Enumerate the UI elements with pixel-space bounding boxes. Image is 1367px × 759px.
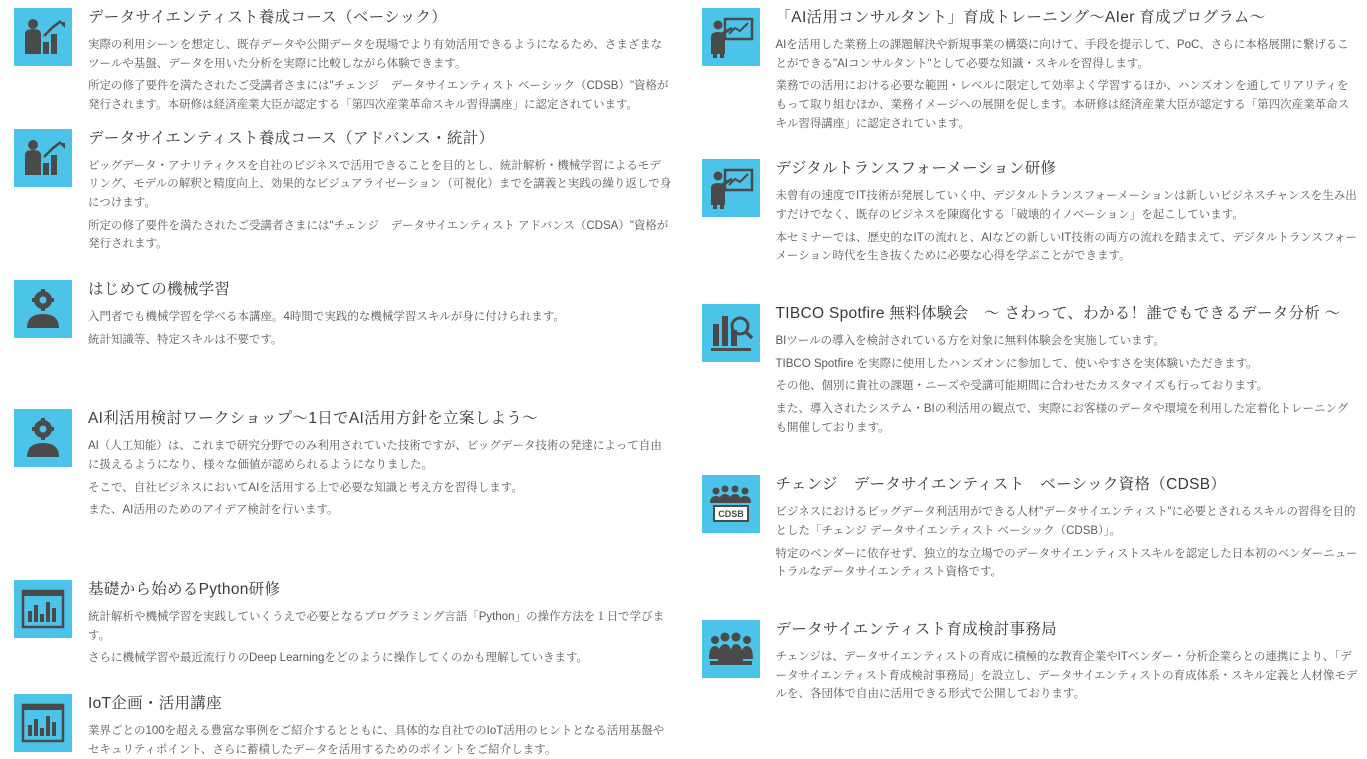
course-card[interactable]: [696, 300, 1360, 437]
course-body: [760, 471, 1360, 582]
course-title[interactable]: データサイエンティスト養成コース（ベーシック）: [88, 9, 448, 26]
person-growth-chart-icon: [14, 129, 72, 187]
course-title[interactable]: はじめての機械学習: [88, 280, 231, 298]
course-body: [760, 616, 1360, 704]
course-description: 入門者でも機械学習を学べる本講座。4時間で実践的な機械学習スキルが身に付けられます。: [88, 311, 565, 324]
course-body: [760, 4, 1360, 133]
course-description: 実際の利用シーンを想定し、既存データや公開データを現場でより有効活用できるようになるため、さまざまなツールや基盤、データを用いた分析を実際に比較しながら体験できます。: [88, 39, 663, 70]
left-course-column: [8, 4, 684, 754]
course-description: 業界ごとの100を超える豊富な事例をご紹介するとともに、具体的な自社でのIoT活用のヒントとなる活用基盤やセキュリティポイント、さらに蓄積したデータを活用するためのポイントをご紹介します。: [88, 725, 665, 756]
course-description: 未曾有の速度でIT技術が発展していく中、デジタルトランスフォーメーションは新しいビジネスチャンスを生み出すだけでなく、既存のビジネスを陳腐化する「破壊的イノベーション」を起こしています。: [775, 190, 1357, 222]
svg-text:CDSB: CDSB: [717, 509, 744, 520]
person-gear-icon: [14, 409, 72, 467]
course-body: [72, 405, 672, 520]
course-description: TIBCO Spotfire を実際に使用したハンズオンに参加して、使いやすさを実体験いただきます。: [775, 357, 1258, 370]
course-description: その他、個別に貴社の課題・ニーズや受講可能期間に合わせたカスタマイズも行っております。: [775, 380, 1269, 393]
course-body: [760, 300, 1360, 437]
course-description: また、AI活用のためのアイデア検討を行います。: [88, 504, 339, 517]
course-description: 本セミナーでは、歴史的なITの流れと、AIなどの新しいIT技術の両方の流れを踏まえて、デジタルトランスフォーメーション時代を生き抜くために必要な心得を学ぶことができます。: [775, 231, 1357, 263]
course-title[interactable]: IoT企画・活用講座: [88, 694, 222, 712]
course-description: 統計解析や機械学習を実践していくうえで必要となるプログラミング言語「Python」の操作方法を１日で学びます。: [88, 611, 665, 642]
course-card[interactable]: [696, 4, 1360, 133]
cdsb-certificate-icon: [702, 475, 760, 533]
data-search-chart-icon: [702, 304, 760, 362]
course-body: [72, 276, 672, 349]
course-title[interactable]: 基礎から始めるPython研修: [88, 580, 281, 598]
right-course-column: [684, 4, 1360, 754]
course-description: 統計知識等、特定スキルは不要です。: [88, 333, 283, 346]
course-body: [72, 576, 672, 668]
course-description: BIツールの導入を検討されている方を対象に無料体験会を実施しています。: [775, 335, 1165, 348]
course-title[interactable]: デジタルトランスフォーメーション研修: [775, 160, 1057, 178]
bar-chart-panel-icon: [14, 580, 72, 638]
course-body: [72, 690, 672, 759]
course-description: また、導入されたシステム・BIの利活用の観点で、実際にお客様のデータや環境を利用した定着化トレーニングも開催しております。: [775, 402, 1349, 434]
course-title[interactable]: AI利活用検討ワークショップ〜1日でAI活用方針を立案しよう〜: [88, 410, 538, 428]
people-group-icon: [702, 620, 760, 678]
course-description: AI（人工知能）は、これまで研究分野でのみ利用されていた技術ですが、ビッグデータ技術の発達によって自由に扱えるようになり、様々な価値が認められるようになりました。: [88, 440, 662, 472]
person-growth-chart-icon: [14, 8, 72, 66]
course-description: AIを活用した業務上の課題解決や新規事業の構築に向けて、手段を提示して、PoC、さらに本格展開に繋げることができる"AIコンサルタント"として必要な知識・スキルを習得します。: [775, 39, 1349, 70]
course-card[interactable]: [696, 616, 1360, 704]
course-description: そこで、自社ビジネスにおいてAIを活用する上で必要な知識と考え方を習得します。: [88, 481, 523, 494]
course-card[interactable]: [696, 155, 1360, 266]
course-title[interactable]: データサイエンティスト養成コース（アドバンス・統計）: [88, 129, 495, 147]
course-body: [72, 125, 672, 254]
course-card[interactable]: [8, 4, 672, 115]
course-body: [760, 155, 1360, 266]
course-description: チェンジは、データサイエンティストの育成に積極的な教育企業やITベンダー・分析企業らとの連携により、「データサイエンティスト育成検討事務局」を設立し、データサイエンティストの育成体系・スキル定義と人材像モデルを、各団体で自由に活用できる形式で公開しております。: [775, 650, 1358, 701]
course-body: [72, 4, 672, 115]
course-title[interactable]: TIBCO Spotfire 無料体験会 〜 さわって、わかる！誰でもできるデータ分析 〜: [775, 304, 1341, 322]
bar-chart-panel-icon: [14, 694, 72, 752]
course-title[interactable]: 「AI活用コンサルタント」育成トレーニング〜AIer 育成プログラム〜: [775, 9, 1266, 26]
course-title[interactable]: チェンジ データサイエンティスト ベーシック資格（CDSB）: [775, 476, 1227, 494]
course-card[interactable]: [8, 276, 672, 349]
course-title[interactable]: データサイエンティスト育成検討事務局: [775, 620, 1057, 638]
course-card[interactable]: [696, 471, 1360, 582]
course-card[interactable]: [8, 405, 672, 520]
course-description: 所定の修了要件を満たされたご受講者さまには"チェンジ データサイエンティスト アドバンス（CDSA）"資格が発行されます。: [88, 219, 669, 251]
course-description: 業務での活用における必要な範囲・レベルに限定して効率よく学習するほか、ハンズオンを通してリアリティをもって取り組むほか、業務イメージへの展開を促します。本研修は経済産業大臣が認定する「第四次産業革命スキル習得講座」に認定されています。: [775, 80, 1350, 130]
course-card[interactable]: [8, 125, 672, 254]
course-description: 所定の修了要件を満たされたご受講者さまには"チェンジ データサイエンティスト ベーシック（CDSB）"資格が発行されます。本研修は経済産業大臣が認定する「第四次産業革命スキル習得講座」に認定されています。: [88, 80, 669, 112]
presenter-whiteboard-icon: [702, 159, 760, 217]
course-description: さらに機械学習や最近流行りのDeep Learningをどのように操作してくのかも理解していきます。: [88, 652, 589, 665]
course-description: ビジネスにおけるビッグデータ利活用ができる人材"データサイエンティスト"に必要とされるスキルの習得を目的とした「チェンジ データサイエンティスト ベーシック（CDSB）」。: [775, 506, 1356, 537]
course-description: ビッグデータ・アナリティクスを自社のビジネスで活用できることを目的とし、統計解析・機械学習によるモデリング、モデルの解釈と精度向上、効果的なビジュアライゼーション（可視化）までを講義と実践の繰り返しで身につけます。: [88, 159, 672, 210]
course-card[interactable]: [8, 690, 672, 759]
course-card[interactable]: [8, 576, 672, 668]
presenter-whiteboard-icon: [702, 8, 760, 66]
person-gear-icon: [14, 280, 72, 338]
course-description: 特定のベンダーに依存せず、独立的な立場でのデータサイエンティストスキルを認定した日本初のベンダーニュートラルなデータサイエンティスト資格です。: [775, 547, 1358, 579]
